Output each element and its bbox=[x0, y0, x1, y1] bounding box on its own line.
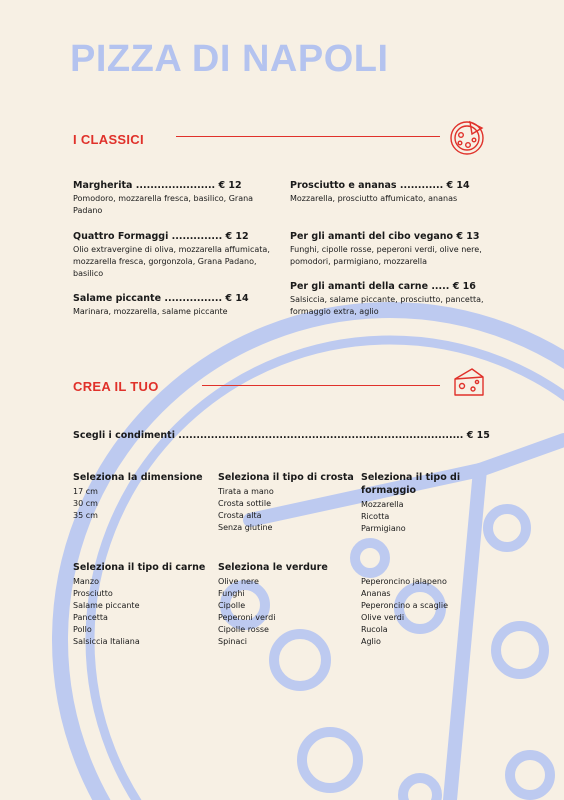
option-item: Senza glutine bbox=[218, 523, 273, 532]
option-item: Salame piccante bbox=[73, 601, 140, 610]
option-item: Rucola bbox=[361, 625, 388, 634]
option-item: Peperoncino jalapeno bbox=[361, 577, 447, 586]
item-description: Salsiccia, salame piccante, prosciutto, pancetta, formaggio extra, aglio bbox=[290, 295, 484, 316]
option-item: Spinaci bbox=[218, 637, 247, 646]
crust-options bbox=[218, 471, 358, 534]
option-item: Pollo bbox=[73, 625, 92, 634]
item-price: € 13 bbox=[456, 231, 480, 242]
menu-item bbox=[290, 231, 490, 268]
option-item: Cipolle bbox=[218, 601, 246, 610]
cheese-options bbox=[361, 471, 471, 535]
option-item: Olive nere bbox=[218, 577, 259, 586]
option-item: Ricotta bbox=[361, 512, 390, 521]
item-description: Mozzarella, prosciutto affumicato, ananas bbox=[290, 194, 458, 203]
pizza-slice-icon bbox=[448, 118, 486, 156]
item-dots: ............................................................................... bbox=[178, 430, 464, 441]
item-name: Per gli amanti del cibo vegano bbox=[290, 231, 454, 242]
option-item: 17 cm bbox=[73, 487, 98, 496]
veg-options-continued bbox=[361, 574, 501, 648]
veg-options bbox=[218, 561, 358, 648]
toppings-price: € 15 bbox=[466, 430, 490, 441]
option-item: Peperoni verdi bbox=[218, 613, 276, 622]
option-item: Funghi bbox=[218, 589, 245, 598]
section-title-crea: CREA IL TUO bbox=[73, 379, 159, 394]
option-item: Crosta alta bbox=[218, 511, 262, 520]
menu-item bbox=[73, 293, 273, 318]
item-price: € 14 bbox=[225, 293, 249, 304]
item-price: € 14 bbox=[446, 180, 470, 191]
option-item: Manzo bbox=[73, 577, 99, 586]
item-price: € 12 bbox=[218, 180, 242, 191]
option-item: 35 cm bbox=[73, 511, 98, 520]
item-price: € 16 bbox=[452, 281, 476, 292]
section-title-classici: I CLASSICI bbox=[73, 132, 144, 147]
item-price: € 12 bbox=[225, 231, 249, 242]
option-item: Tirata a mano bbox=[218, 487, 274, 496]
cheese-icon bbox=[452, 365, 486, 403]
item-description: Pomodoro, mozzarella fresca, basilico, Grana Padano bbox=[73, 194, 254, 215]
option-item: Parmigiano bbox=[361, 524, 406, 533]
page-title: PIZZA DI NAPOLI bbox=[70, 38, 389, 80]
cheese-title: Seleziona il tipo di formaggio bbox=[361, 472, 461, 496]
crust-title: Seleziona il tipo di crosta bbox=[218, 472, 354, 483]
option-item: Cipolle rosse bbox=[218, 625, 269, 634]
item-dots: .............. bbox=[171, 231, 223, 242]
option-item: Pancetta bbox=[73, 613, 108, 622]
toppings-price-line bbox=[73, 430, 490, 442]
meat-options bbox=[73, 561, 213, 648]
item-dots: ............ bbox=[399, 180, 444, 191]
item-dots: ................ bbox=[164, 293, 223, 304]
item-name: Quattro Formaggi bbox=[73, 231, 169, 242]
option-item: Aglio bbox=[361, 637, 381, 646]
veg-title: Seleziona le verdure bbox=[218, 562, 328, 573]
option-item: Crosta sottile bbox=[218, 499, 272, 508]
menu-item bbox=[73, 180, 273, 217]
option-item: Prosciutto bbox=[73, 589, 113, 598]
section-divider bbox=[202, 385, 440, 386]
item-dots: ...................... bbox=[135, 180, 216, 191]
size-title: Seleziona la dimensione bbox=[73, 472, 203, 483]
meat-title: Seleziona il tipo di carne bbox=[73, 562, 206, 573]
item-name: Per gli amanti della carne bbox=[290, 281, 429, 292]
item-description: Marinara, mozzarella, salame piccante bbox=[73, 307, 228, 316]
option-item: Mozzarella bbox=[361, 500, 404, 509]
item-dots: ..... bbox=[431, 281, 450, 292]
size-options bbox=[73, 471, 213, 522]
option-item: Peperoncino a scaglie bbox=[361, 601, 449, 610]
item-name: Prosciutto e ananas bbox=[290, 180, 397, 191]
item-name: Margherita bbox=[73, 180, 133, 191]
item-description: Funghi, cipolle rosse, peperoni verdi, olive nere, pomodori, parmigiano, mozzarella bbox=[290, 245, 482, 266]
option-item: Salsiccia Italiana bbox=[73, 637, 140, 646]
section-divider bbox=[176, 136, 440, 137]
menu-item bbox=[290, 180, 490, 205]
option-item: Ananas bbox=[361, 589, 391, 598]
option-item: Olive verdi bbox=[361, 613, 405, 622]
item-name: Salame piccante bbox=[73, 293, 162, 304]
option-item: 30 cm bbox=[73, 499, 98, 508]
toppings-label: Scegli i condimenti bbox=[73, 430, 175, 441]
item-description: Olio extravergine di oliva, mozzarella affumicata, mozzarella fresca, gorgonzola, Grana Padano, basilico bbox=[73, 245, 270, 278]
menu-item bbox=[290, 281, 490, 318]
menu-item bbox=[73, 231, 273, 280]
